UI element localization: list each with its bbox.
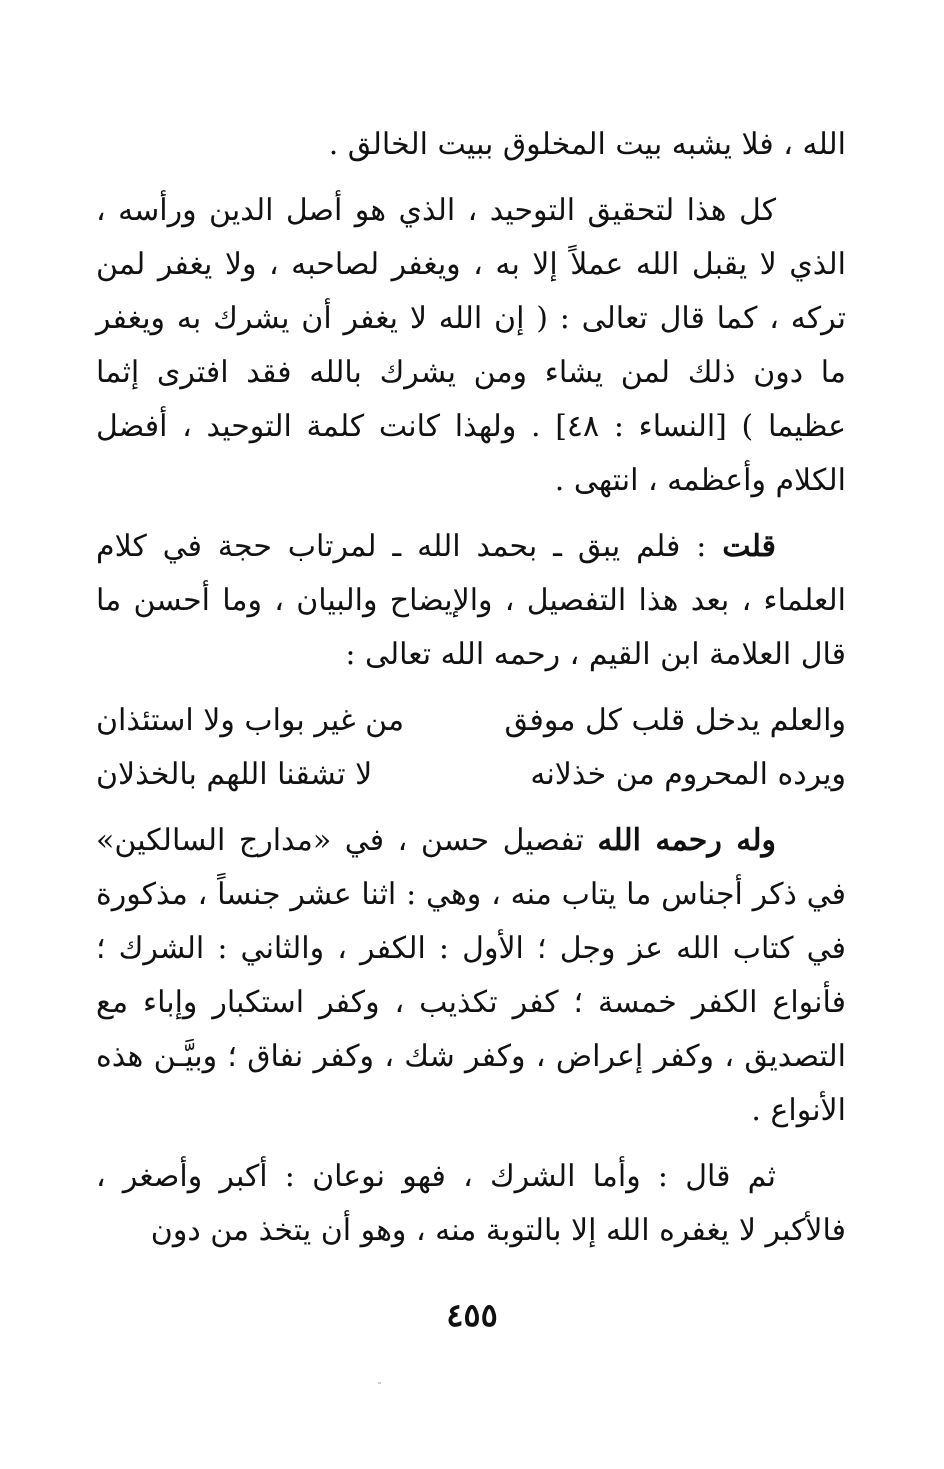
paragraph-madarij — [96, 814, 846, 1138]
paragraph-continuation: الله ، فلا يشبه بيت المخلوق ببيت الخالق . — [328, 127, 846, 162]
poem-verse — [96, 748, 846, 802]
paragraph-qultu — [96, 520, 846, 682]
verse-first-hemistich: والعلم يدخل قلب كل موفق — [504, 703, 846, 738]
madarij-text: تفصيل حسن ، في «مدارج السالكين» في ذكر أجناس ما يتاب منه ، وهي : اثنا عشر جنساً ، مذكورة في كتاب الله عز وجل ؛ الأول : الكفر ، والثاني : الشرك ؛ فأنواع الكفر خمسة ؛ كفر تكذيب ، وكفر استكبار وإباء مع التصديق ، وكفر إعراض ، وكفر شك ، وكفر نفاق ؛ وبيَّـن هذه الأنواع . — [96, 823, 846, 1128]
qultu-text: : فلم يبق ـ بحمد الله ـ لمرتاب حجة في كلام العلماء ، بعد هذا التفصيل ، والإيضاح والبيان ، وما أحسن ما قال العلامة ابن القيم ، رحمه الله تعالى : — [96, 529, 846, 672]
qultu-lead: قلت — [722, 529, 776, 564]
verse-first-hemistich: ويرده المحروم من خذلانه — [530, 757, 846, 792]
poem-verse — [96, 694, 846, 748]
page-number: ٤٥٥ — [446, 1296, 498, 1334]
madarij-lead: وله رحمه الله — [597, 823, 776, 858]
verse-second-hemistich: لا تشقنا اللهم بالخذلان — [96, 757, 373, 792]
verse-second-hemistich: من غير بواب ولا استئذان — [96, 703, 405, 738]
paragraph-shirk: ثم قال : وأما الشرك ، فهو نوعان : أكبر وأصغر ، فالأكبر لا يغفره الله إلا بالتوبة منه ، وهو أن يتخذ من دون — [96, 1159, 846, 1248]
body-text — [96, 118, 846, 1258]
poem — [96, 694, 846, 802]
paragraph-tawhid: كل هذا لتحقيق التوحيد ، الذي هو أصل الدين ورأسه ، الذي لا يقبل الله عملاً إلا به ، ويغفر لصاحبه ، ولا يغفر لمن تركه ، كما قال تعالى : ( إن الله لا يغفر أن يشرك به ويغفر ما دون ذلك لمن يشاء ومن يشرك بالله فقد افترى إثما عظيما ) [النساء : ٤٨] . ولهذا كانت كلمة التوحيد ، أفضل الكلام وأعظمه ، انتهى . — [96, 193, 846, 498]
scan-speck — [378, 1382, 381, 1384]
